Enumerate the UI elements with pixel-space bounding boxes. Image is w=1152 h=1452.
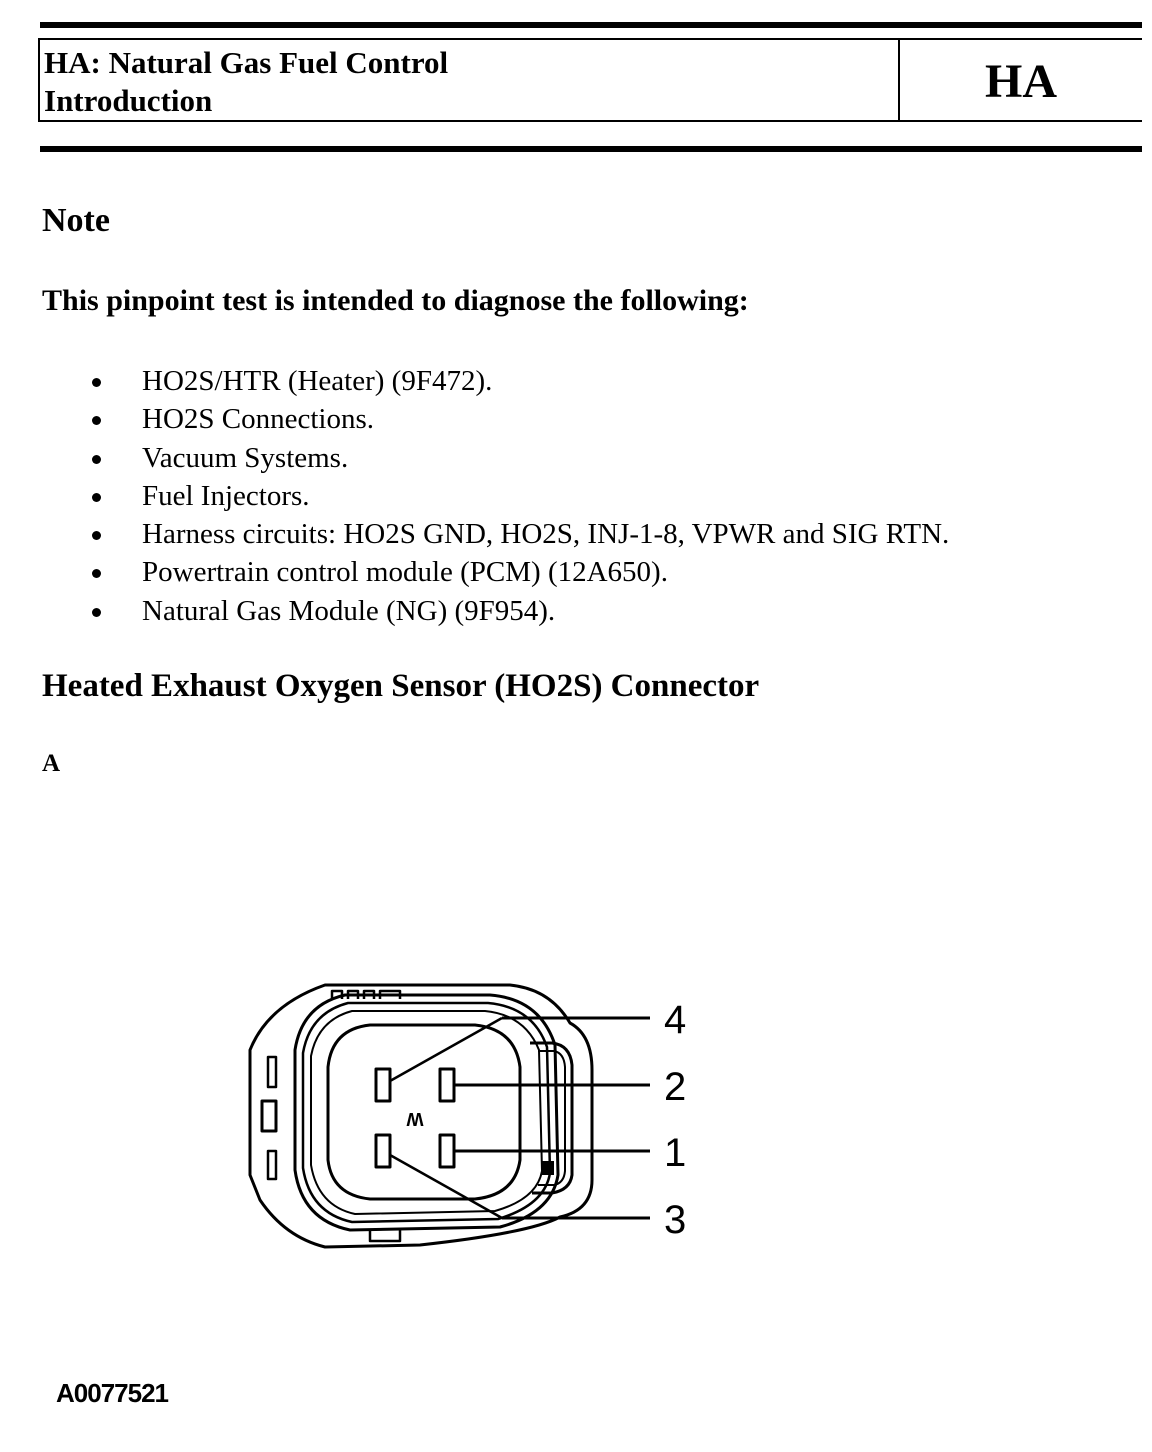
- pin-label-1: 1: [664, 1131, 687, 1175]
- pin-label-4: 4: [664, 998, 687, 1042]
- connector-bottom-key: [370, 1230, 400, 1241]
- note-heading: Note: [42, 202, 110, 239]
- pin-2: [440, 1069, 454, 1101]
- connector-left-slot: [268, 1057, 276, 1087]
- pin-1: [440, 1135, 454, 1167]
- section-code: HA: [985, 54, 1057, 108]
- connector-diagram: [240, 975, 700, 1265]
- list-item: Vacuum Systems.: [88, 439, 1138, 477]
- header-top-rule: [40, 22, 1142, 28]
- bullet-icon: [92, 378, 101, 387]
- bullet-icon: [92, 416, 101, 425]
- connector-seal-ring-3: [311, 1011, 542, 1214]
- bullet-icon: [92, 569, 101, 578]
- list-item: Fuel Injectors.: [88, 477, 1138, 515]
- pin-4: [376, 1069, 390, 1101]
- leader-line-3: [390, 1155, 502, 1218]
- pin-label-2: 2: [664, 1065, 687, 1109]
- list-item: HO2S/HTR (Heater) (9F472).: [88, 362, 1138, 400]
- bullet-icon: [92, 493, 101, 502]
- list-item: Harness circuits: HO2S GND, HO2S, INJ-1-8, VPWR and SIG RTN.: [88, 515, 1138, 553]
- connector-left-slot: [268, 1151, 276, 1179]
- leader-line-4: [390, 1018, 502, 1081]
- list-item: Natural Gas Module (NG) (9F954).: [88, 592, 1138, 630]
- list-item: HO2S Connections.: [88, 400, 1138, 438]
- note-intro: This pinpoint test is intended to diagnose the following:: [42, 284, 749, 317]
- list-item: Powertrain control module (PCM) (12A650).: [88, 553, 1138, 591]
- connector-section-title: Heated Exhaust Oxygen Sensor (HO2S) Connector: [42, 668, 760, 704]
- figure-id: A0077521: [56, 1378, 168, 1408]
- connector-view-label: A: [42, 750, 61, 777]
- bullet-icon: [92, 608, 101, 617]
- bullet-icon: [92, 531, 101, 540]
- header-title: [44, 44, 898, 120]
- pin-label-3: 3: [664, 1198, 687, 1242]
- header-title-line-1: HA: Natural Gas Fuel Control: [44, 45, 449, 80]
- diagnose-list: [88, 362, 1138, 630]
- page-header: [38, 38, 1142, 122]
- bullet-icon: [92, 455, 101, 464]
- header-bottom-rule: [40, 146, 1142, 152]
- connector-center-mark: W: [406, 1109, 424, 1129]
- pin-3: [376, 1135, 390, 1167]
- connector-left-slot: [262, 1101, 276, 1131]
- header-title-line-2: Introduction: [44, 83, 213, 118]
